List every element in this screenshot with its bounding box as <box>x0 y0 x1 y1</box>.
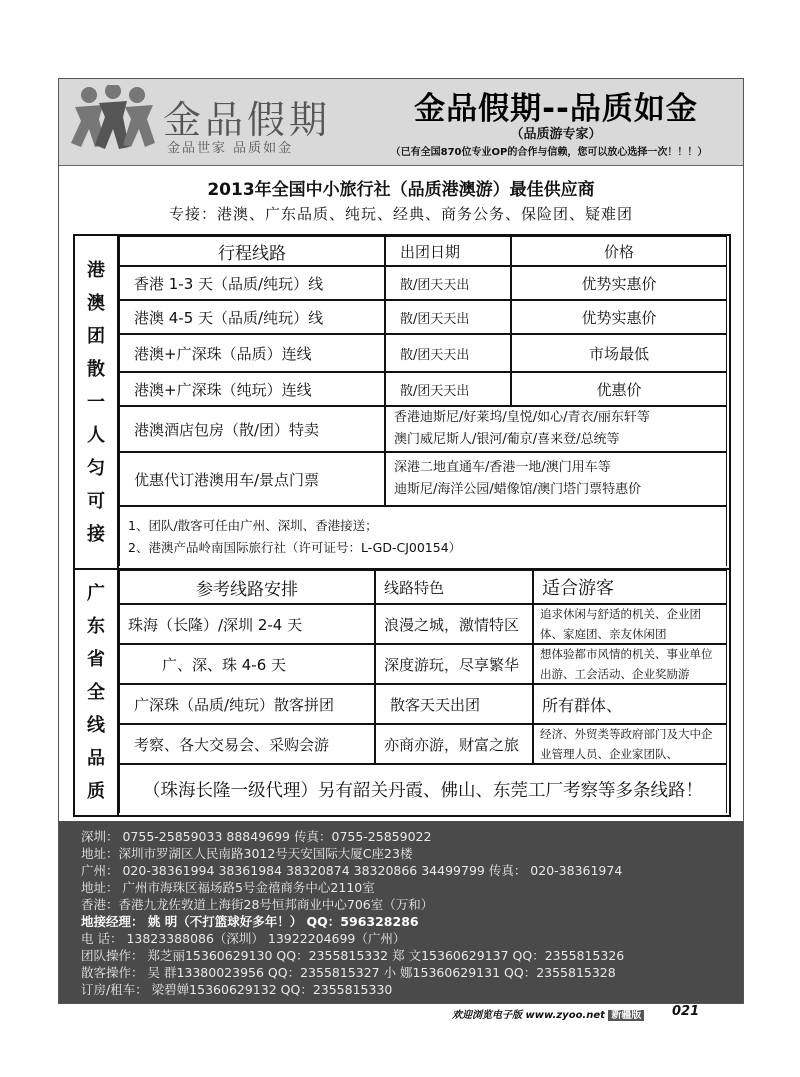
edition-tag: 新疆版 <box>608 1010 644 1021</box>
header-route: 行程线路 <box>119 236 385 266</box>
feature-cell: 散客天天出团 <box>375 684 533 724</box>
logo-tagline: 金品世家 品质如金 <box>167 141 294 156</box>
date-cell: 散/团天天出 <box>385 300 511 334</box>
feature-cell: 浪漫之城，激情特区 <box>375 604 533 644</box>
route-cell: 港澳+广深珠（品质）连线 <box>119 334 385 372</box>
date-cell: 散/团天天出 <box>385 334 511 372</box>
label-char: 全 <box>87 682 105 703</box>
ticket-line: 迪斯尼/海洋公园/蜡像馆/澳门塔门票特惠价 <box>394 482 642 497</box>
guest-cell <box>533 644 727 684</box>
hotel-line: 香港迪斯尼/好莱坞/皇悦/如心/青衣/丽东轩等 <box>394 410 650 425</box>
guest-line: 出游、工会活动、企业奖励游 <box>540 667 690 681</box>
hotel-line: 澳门威尼斯人/银河/葡京/喜来登/总统等 <box>394 432 620 447</box>
hotel-label: 港澳酒店包房（散/团）特卖 <box>119 406 385 452</box>
feature-cell: 亦商亦游，财富之旅 <box>375 724 533 764</box>
feature-cell: 深度游玩，尽享繁华 <box>375 644 533 684</box>
price-cell: 优惠价 <box>511 372 727 406</box>
contact-footer <box>59 821 743 1003</box>
price-cell: 优势实惠价 <box>511 300 727 334</box>
label-char: 散 <box>87 358 105 380</box>
contact-line: 香港：香港九龙佐敦道上海街28号恒邦商业中心706室（万和） <box>81 897 434 912</box>
route-cell: 港澳 4-5 天（品质/纯玩）线 <box>119 300 385 334</box>
label-char: 省 <box>87 649 105 670</box>
contact-line: 地址：深圳市罗湖区人民南路3012号天安国际大厦C座23楼 <box>81 846 413 861</box>
label-char: 一 <box>87 391 105 413</box>
price-cell: 市场最低 <box>511 334 727 372</box>
label-char: 线 <box>87 715 105 736</box>
guest-line: 体、家庭团、亲友休闲团 <box>540 627 667 641</box>
people-logo-icon <box>69 85 159 157</box>
hk-notes <box>119 506 727 566</box>
guest-line: 业管理人员、企业家团队、 <box>540 747 678 761</box>
ticket-label: 优惠代订港澳用车/景点门票 <box>119 452 385 506</box>
label-char: 东 <box>87 616 105 637</box>
header-route: 参考线路安排 <box>119 570 375 604</box>
contact-line: 广州： 020-38361994 38361984 38320874 38320866 34499799 传真： 020-38361974 <box>81 863 623 878</box>
guest-cell <box>533 604 727 644</box>
guangdong-section <box>73 568 731 817</box>
date-cell: 散/团天天出 <box>385 372 511 406</box>
advertisement <box>58 78 744 1004</box>
contact-line: 地接经理： 姚 明（不打篮球好多年！） QQ：596328286 <box>81 914 419 929</box>
gd-bottom-note: （珠海长隆一级代理）另有韶关丹霞、佛山、东莞工厂考察等多条线路！ <box>119 764 727 813</box>
gd-section-label <box>75 570 119 815</box>
date-cell: 散/团天天出 <box>385 266 511 300</box>
note-line: 2、港澳产品岭南国际旅行社（许可证号：L-GD-CJ00154） <box>128 539 462 555</box>
guest-cell: 所有群体、 <box>533 684 727 724</box>
label-char: 广 <box>87 583 105 604</box>
header-price: 价格 <box>511 236 727 266</box>
ticket-detail <box>385 452 727 506</box>
label-char: 匀 <box>87 457 105 479</box>
site-link[interactable]: 欢迎浏览电子版 www.zyoo.net <box>452 1010 605 1021</box>
hk-macau-section <box>73 234 731 570</box>
label-char: 港 <box>87 259 105 281</box>
header-note: （已有全国870位专业OP的合作与信赖，您可以放心选择一次！！！） <box>390 147 708 158</box>
page-title: 2013年全国中小旅行社（品质港澳游）最佳供应商 <box>207 180 595 200</box>
specialty-line: 专接：港澳、广东品质、纯玩、经典、商务公务、保险团、疑难团 <box>168 205 633 223</box>
label-char: 可 <box>87 490 105 512</box>
route-cell: 港澳+广深珠（纯玩）连线 <box>119 372 385 406</box>
contact-line: 地址： 广州市海珠区福场路5号金禧商务中心2110室 <box>81 880 375 895</box>
contact-line: 订房/租车： 梁碧婵15360629132 QQ：2355815330 <box>81 982 393 997</box>
header-feature: 线路特色 <box>375 570 533 604</box>
ticket-line: 深港二地直通车/香港一地/澳门用车等 <box>394 460 611 475</box>
header-date: 出团日期 <box>385 236 511 266</box>
price-cell: 优势实惠价 <box>511 266 727 300</box>
contact-line: 团队操作： 郑芝丽15360629130 QQ：2355815332 郑 文15360629137 QQ：2355815326 <box>81 948 625 963</box>
header-title: 金品假期--品质如金 <box>414 91 698 127</box>
header-banner <box>59 79 743 166</box>
label-char: 澳 <box>87 292 105 314</box>
route-cell: 广深珠（品质/纯玩）散客拼团 <box>119 684 375 724</box>
route-cell: 珠海（长隆）/深圳 2-4 天 <box>119 604 375 644</box>
guest-cell <box>533 724 727 764</box>
contact-line: 散客操作： 吴 群13380023956 QQ：2355815327 小 娜15360629131 QQ：2355815328 <box>81 965 616 980</box>
route-cell: 香港 1-3 天（品质/纯玩）线 <box>119 266 385 300</box>
label-char: 团 <box>87 325 105 347</box>
label-char: 品 <box>87 748 105 769</box>
label-char: 质 <box>87 781 105 802</box>
logo-name: 金品假期 <box>163 98 332 142</box>
contact-line: 深圳： 0755-25859033 88849699 传真：0755-25859022 <box>81 829 432 844</box>
note-line: 1、团队/散客可任由广州、深圳、香港接送； <box>128 517 378 533</box>
label-char: 接 <box>87 523 105 545</box>
page-footer <box>452 1006 644 1021</box>
guest-line: 想体验都市风情的机关、事业单位 <box>540 647 713 661</box>
contact-line: 电 话： 13823388086（深圳） 13922204699（广州） <box>81 931 406 946</box>
hk-section-label <box>75 236 119 568</box>
label-char: 人 <box>87 424 105 446</box>
header-subtitle: （品质游专家） <box>510 127 602 142</box>
route-cell: 考察、各大交易会、采购会游 <box>119 724 375 764</box>
hotel-detail <box>385 406 727 452</box>
guest-line: 经济、外贸类等政府部门及大中企 <box>540 727 713 741</box>
route-cell: 广、深、珠 4-6 天 <box>119 644 375 684</box>
header-guest: 适合游客 <box>533 570 727 604</box>
page-number: 021 <box>672 1004 700 1019</box>
guest-line: 追求休闲与舒适的机关、企业团 <box>540 607 701 621</box>
